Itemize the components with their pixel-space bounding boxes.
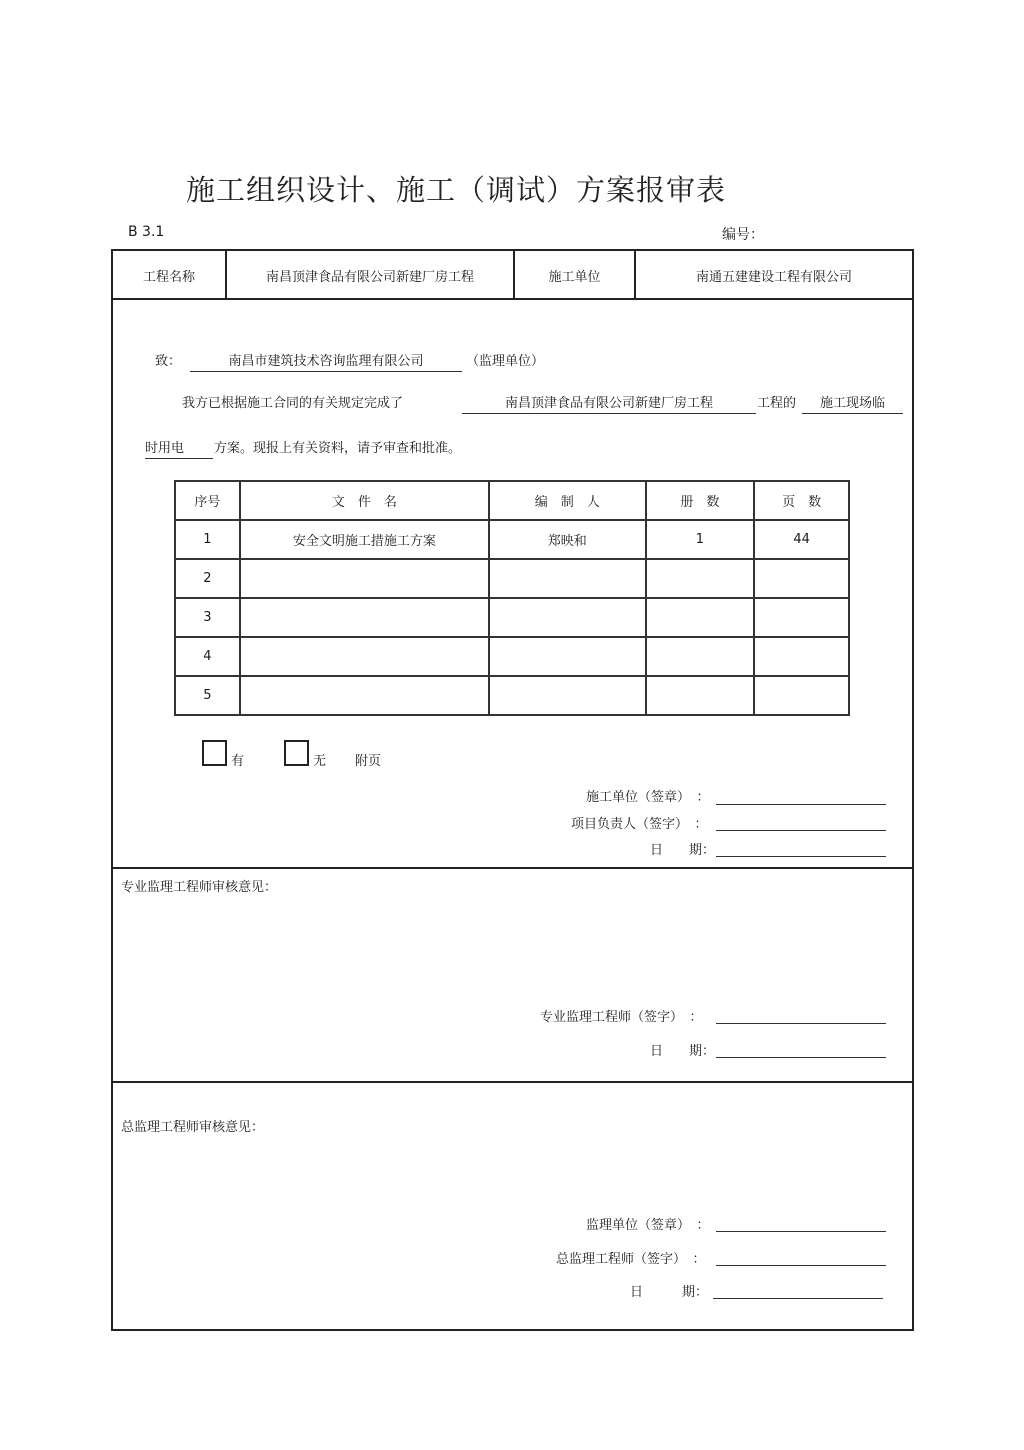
form-title: 施工组织设计、施工（调试）方案报审表 bbox=[186, 173, 727, 207]
engineer-sign-label: 专业监理工程师（签字） ： bbox=[540, 1010, 703, 1025]
table-header-row bbox=[175, 481, 849, 520]
attachment-yes-label: 有 bbox=[231, 754, 245, 769]
attachment-no-label: 无 bbox=[313, 754, 327, 769]
table-cell: 1 bbox=[646, 520, 755, 559]
table-cell bbox=[489, 676, 646, 715]
project-name-label: 工程名称 bbox=[142, 269, 195, 285]
engineer-date-line[interactable] bbox=[716, 1056, 886, 1058]
chief-review-heading: 总监理工程师审核意见： bbox=[121, 1120, 265, 1135]
table-cell: 2 bbox=[175, 559, 240, 598]
statement-suffix: 方案。现报上有关资料，请予审查和批准。 bbox=[214, 441, 462, 456]
attachment-no-checkbox[interactable] bbox=[284, 740, 309, 766]
table-header: 页 数 bbox=[754, 481, 849, 520]
table-cell bbox=[754, 676, 849, 715]
table-cell bbox=[646, 637, 755, 676]
contractor-date-label: 日 期： bbox=[650, 843, 716, 858]
table-cell bbox=[489, 637, 646, 676]
table-cell bbox=[754, 598, 849, 637]
table-cell bbox=[489, 559, 646, 598]
chief-sign-label: 总监理工程师（签字） ： bbox=[556, 1252, 706, 1267]
statement-project: 南昌顶津食品有限公司新建厂房工程 bbox=[462, 392, 756, 414]
contractor-date-line[interactable] bbox=[716, 855, 886, 857]
supervisor-seal-line[interactable] bbox=[716, 1230, 886, 1232]
table-cell: 郑映和 bbox=[489, 520, 646, 559]
form-code: B 3.1 bbox=[128, 224, 165, 240]
table-header: 文 件 名 bbox=[240, 481, 489, 520]
table-row bbox=[175, 559, 849, 598]
statement-plan-part1: 施工现场临 bbox=[802, 392, 903, 414]
to-value: 南昌市建筑技术咨询监理有限公司 bbox=[190, 350, 462, 372]
contractor-seal-line[interactable] bbox=[716, 803, 886, 805]
table-cell bbox=[754, 559, 849, 598]
table-cell bbox=[754, 637, 849, 676]
to-suffix: （监理单位） bbox=[466, 354, 545, 369]
form-number-label: 编号： bbox=[722, 227, 764, 243]
table-cell: 44 bbox=[754, 520, 849, 559]
table-cell bbox=[646, 559, 755, 598]
table-cell: 4 bbox=[175, 637, 240, 676]
project-manager-label: 项目负责人（签字） ： bbox=[571, 817, 708, 832]
statement-plan-part2: 时用电 bbox=[145, 437, 213, 459]
table-header: 编 制 人 bbox=[489, 481, 646, 520]
table-cell bbox=[646, 676, 755, 715]
table-cell: 5 bbox=[175, 676, 240, 715]
table-cell bbox=[240, 676, 489, 715]
contractor-label: 施工单位 bbox=[548, 269, 601, 285]
table-cell: 1 bbox=[175, 520, 240, 559]
divider bbox=[113, 298, 912, 300]
table-row bbox=[175, 520, 849, 559]
contractor-seal-label: 施工单位（签章） ： bbox=[586, 790, 710, 805]
engineer-date-label: 日 期： bbox=[650, 1044, 716, 1059]
engineer-sign-line[interactable] bbox=[716, 1022, 886, 1024]
statement-mid: 工程的 bbox=[757, 396, 797, 411]
documents-table bbox=[174, 480, 850, 716]
table-row bbox=[175, 598, 849, 637]
table-row bbox=[175, 676, 849, 715]
supervisor-seal-label: 监理单位（签章） ： bbox=[586, 1218, 710, 1233]
chief-date-label: 日 期： bbox=[630, 1285, 709, 1300]
attachment-yes-checkbox[interactable] bbox=[202, 740, 227, 766]
engineer-review-heading: 专业监理工程师审核意见： bbox=[121, 880, 278, 895]
project-name-value: 南昌顶津食品有限公司新建厂房工程 bbox=[265, 269, 474, 285]
table-cell bbox=[240, 637, 489, 676]
chief-sign-line[interactable] bbox=[716, 1264, 886, 1266]
table-cell bbox=[240, 559, 489, 598]
table-row bbox=[175, 637, 849, 676]
table-cell: 安全文明施工措施工方案 bbox=[240, 520, 489, 559]
table-header: 序号 bbox=[175, 481, 240, 520]
divider bbox=[113, 867, 912, 869]
to-label: 致： bbox=[155, 354, 182, 369]
statement-prefix: 我方已根据施工合同的有关规定完成了 bbox=[182, 396, 404, 411]
attachment-pages-label: 附页 bbox=[355, 754, 382, 769]
table-cell bbox=[240, 598, 489, 637]
table-cell bbox=[489, 598, 646, 637]
chief-date-line[interactable] bbox=[713, 1297, 883, 1299]
table-cell: 3 bbox=[175, 598, 240, 637]
table-header: 册 数 bbox=[646, 481, 755, 520]
contractor-value: 南通五建建设工程有限公司 bbox=[695, 269, 852, 285]
divider bbox=[113, 1081, 912, 1083]
table-cell bbox=[646, 598, 755, 637]
project-manager-line[interactable] bbox=[716, 829, 886, 831]
